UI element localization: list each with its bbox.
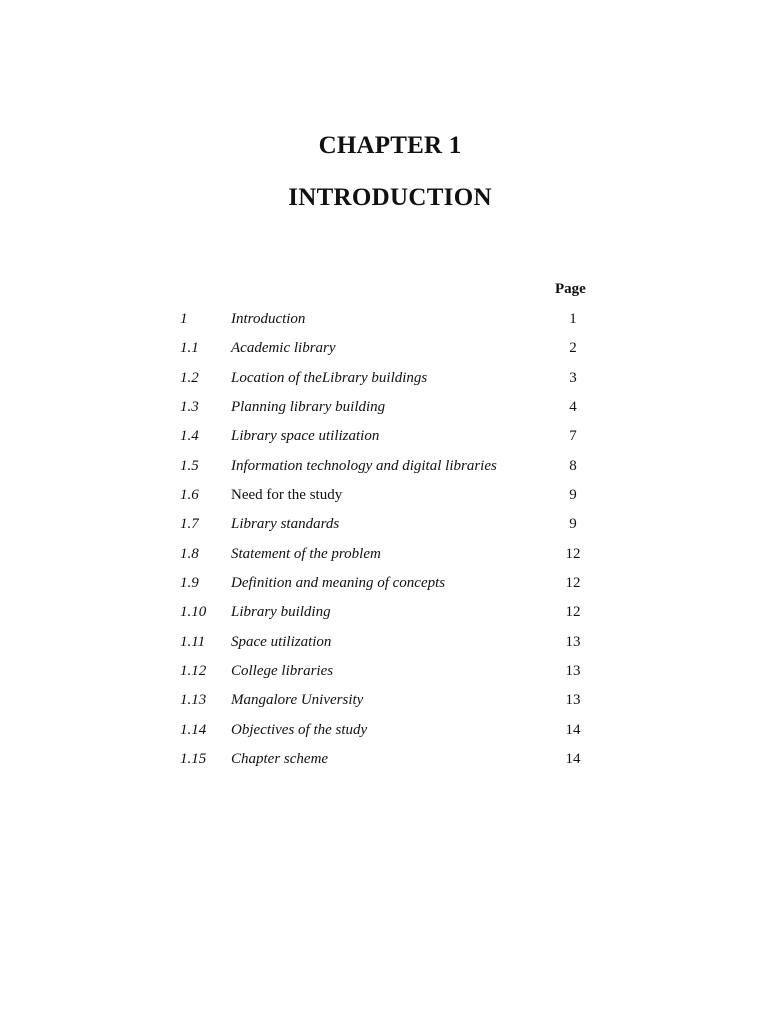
toc-entry-page: 9	[569, 487, 577, 504]
toc-entry	[0, 485, 768, 514]
toc-entry-number: 1.10	[180, 604, 207, 621]
toc-entry-title: Library building	[231, 604, 331, 621]
toc-entry-number: 1.15	[180, 751, 207, 768]
toc-entry	[0, 661, 768, 690]
toc-entry	[0, 749, 768, 778]
toc-entry-number: 1.9	[180, 575, 199, 592]
toc-entry	[0, 602, 768, 631]
toc-entry-number: 1.7	[180, 516, 199, 533]
toc-entry-title: Objectives of the study	[231, 721, 368, 738]
toc-entry-number: 1.1	[180, 340, 199, 357]
toc-page-column-label: Page	[555, 281, 586, 297]
toc-entry	[0, 426, 768, 455]
toc-entry-title: Introduction	[231, 311, 306, 327]
toc-entry-title: Need for the study	[231, 487, 343, 504]
toc-entry-title: Space utilization	[231, 633, 332, 650]
toc-entry-page: 12	[565, 545, 581, 562]
toc-entry-page: 13	[565, 692, 581, 709]
toc-entry-page: 3	[569, 369, 577, 386]
chapter-title-heading: INTRODUCTION	[288, 184, 492, 211]
toc-entry-page: 7	[569, 428, 577, 445]
toc-entry	[0, 456, 768, 485]
toc-entry-number: 1.6	[180, 487, 199, 504]
toc-entry-title: College libraries	[231, 663, 334, 680]
toc-entry-title: Academic library	[231, 340, 336, 357]
toc-entry-title: Library space utilization	[231, 428, 380, 445]
toc-entry-number: 1	[180, 311, 188, 327]
toc-entry-page: 12	[565, 604, 581, 621]
toc-entry-page: 1	[569, 311, 577, 327]
toc-entry-number: 1.11	[180, 633, 206, 650]
toc-entry	[0, 720, 768, 749]
toc-entry	[0, 514, 768, 543]
toc-entry-number: 1.8	[180, 545, 199, 562]
toc-entry-number: 1.5	[180, 457, 199, 474]
toc-entry-page: 14	[565, 751, 581, 768]
toc-entry-page: 9	[569, 516, 577, 533]
toc-entry	[0, 690, 768, 719]
toc-entry-number: 1.3	[180, 399, 199, 416]
toc-entry-number: 1.12	[180, 663, 207, 680]
toc-entry-title: Statement of the problem	[231, 545, 381, 562]
toc-entry-number: 1.13	[180, 692, 207, 709]
toc-entry-page: 14	[565, 721, 581, 738]
toc-entry	[0, 368, 768, 397]
toc-entry	[0, 573, 768, 602]
toc-entry-title: Mangalore University	[231, 692, 364, 709]
toc-entry-page: 12	[565, 575, 581, 592]
chapter-number-heading: CHAPTER 1	[318, 132, 462, 159]
toc-entry-number: 1.2	[180, 369, 199, 386]
toc-entry	[0, 338, 768, 367]
toc-entry	[0, 544, 768, 573]
toc-entry-title: Information technology and digital libraries	[231, 457, 497, 474]
toc-entry	[0, 309, 768, 338]
toc-entry	[0, 632, 768, 661]
toc-entry-title: Planning library building	[231, 399, 386, 416]
toc-entry-page: 2	[569, 340, 577, 357]
toc-entry-page: 8	[569, 457, 577, 474]
toc-entry-page: 13	[565, 663, 581, 680]
toc-entry-page: 4	[569, 399, 577, 416]
toc-entry-title: Library standards	[231, 516, 340, 533]
toc-entry-title: Definition and meaning of concepts	[231, 575, 446, 592]
toc-entry	[0, 397, 768, 426]
toc-entry-title: Chapter scheme	[231, 751, 329, 768]
toc-entry-page: 13	[565, 633, 581, 650]
toc-entry-number: 1.14	[180, 721, 207, 738]
table-of-contents	[0, 309, 768, 779]
toc-entry-number: 1.4	[180, 428, 199, 445]
toc-entry-title: Location of theLibrary buildings	[231, 369, 428, 386]
